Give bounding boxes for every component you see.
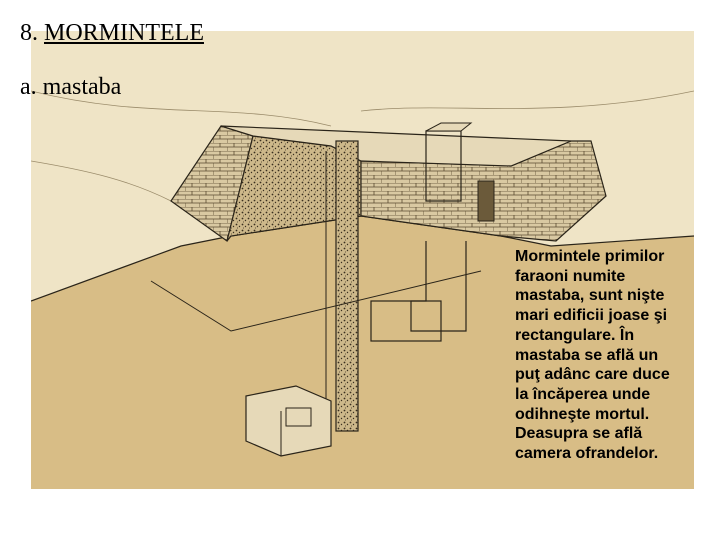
false-door [478,181,494,221]
slide-subtitle: a. mastaba [20,74,122,100]
burial-chamber [246,386,331,456]
title-text: MORMINTELE [44,20,204,46]
burial-shaft [336,141,358,431]
caption-text: Mormintele primilor faraoni numite mastaba, sunt nişte mari edificii joase şi rectangulare. În mastaba se află un puţ adânc care duce la încăperea unde odihneşte mortul. Deasupra se află camera ofrandelor. [515,248,670,463]
title-number: 8. [20,20,38,46]
slide-title [20,20,204,47]
